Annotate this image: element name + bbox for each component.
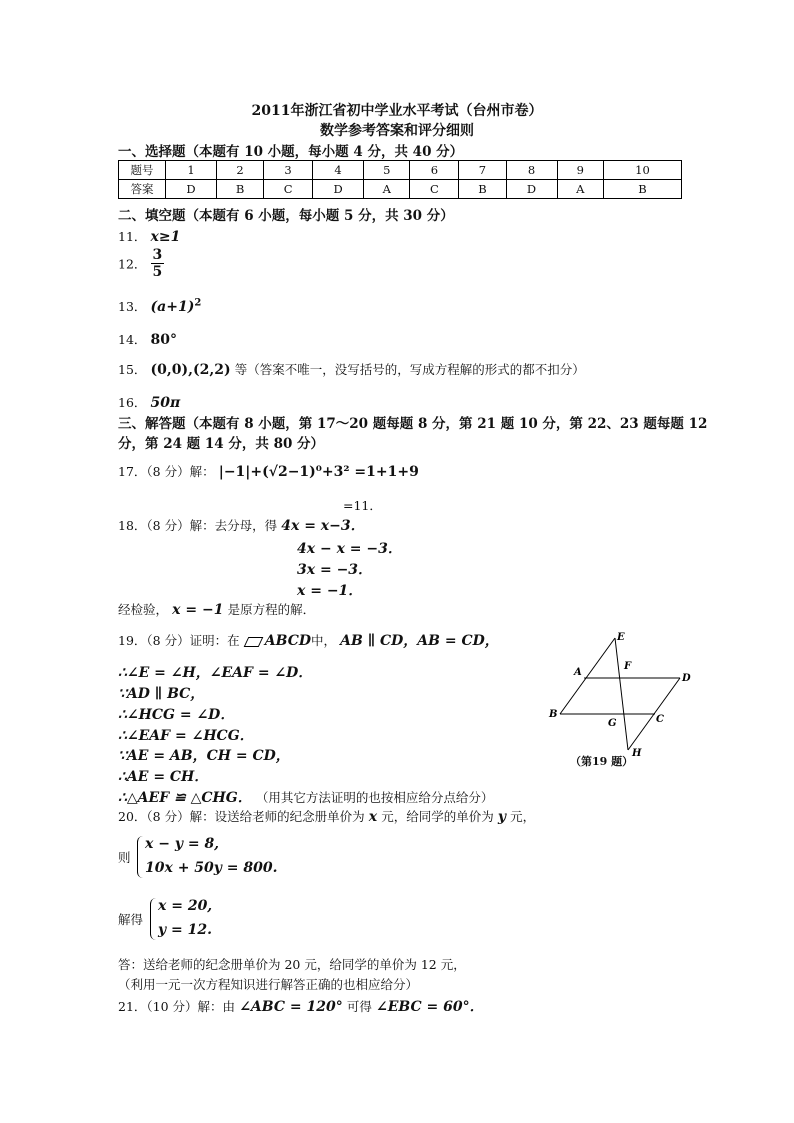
table-cell: 2 [217,161,264,180]
page-subtitle: 数学参考答案和评分细则 [320,123,474,139]
q20-end: 元， [510,809,536,824]
label-B: B [549,709,558,720]
page-title: 2011年浙江省初中学业水平考试（台州市卷） [251,103,543,119]
q20-sol1: x = 20, [158,898,213,914]
q20 [118,807,535,825]
q19-given: AB ∥ CD，AB = CD， [340,633,499,649]
q17-result: =11． [343,498,382,513]
table-cell: B [603,180,681,199]
q13-answer: (a+1) [150,299,195,315]
parallelogram-icon [243,637,263,647]
q19-line4: ∴∠EAF = ∠HCG． [118,728,254,744]
section-heading-choice: 一、选择题（本题有 10 小题，每小题 4 分，共 40 分） [118,144,464,160]
q17 [118,462,419,480]
q11 [118,227,180,245]
answer-table [118,160,682,199]
q19-line7-math: ∴△AEF ≌ △CHG． [118,790,252,806]
segment-BE [560,638,615,714]
q20-var-y: y [497,809,507,825]
q20-note: （利用一元一次方程知识进行解答正确的也相应给分） [118,977,419,992]
q19-line6: ∴AE = CH． [118,769,209,785]
solution-brace [150,898,156,940]
table-cell: B [217,180,264,199]
table-cell: 7 [459,161,506,180]
q19-line7 [118,787,493,807]
label-C: C [656,714,664,725]
system-brace [137,836,143,878]
q15-answer: (0,0),(2,2) [150,362,231,378]
q17-label: 17．（8 分）解： [118,464,215,479]
q20-mid: 元，给同学的单价为 [381,809,494,824]
table-cell: 10 [603,161,681,180]
q19-line7-note: （用其它方法证明的也按相应给分点给分） [255,790,494,805]
q18-check [118,600,315,618]
q16-answer: 50π [150,395,181,411]
q20-answer: 答：送给老师的纪念册单价为 20 元，给同学的单价为 12 元， [118,957,466,972]
q12 [118,247,164,280]
label-E: E [617,632,625,643]
q19 [118,630,499,650]
q19-line3: ∴∠HCG = ∠D． [118,707,235,723]
q18 [118,515,365,535]
q20-solve: 解得 [118,912,144,927]
q14-answer: 80° [150,332,178,348]
q20-eq1: x − y = 8, [145,836,220,852]
q19-middle: 中， [310,633,336,648]
q12-numerator: 3 [152,247,163,263]
q21 [118,996,484,1016]
q13-exponent: 2 [194,297,202,309]
table-cell: A [557,180,603,199]
table-cell: 9 [557,161,603,180]
q18-step4: x = −1． [297,583,363,599]
q15 [118,360,585,378]
q20-var-x: x [368,809,378,825]
q21-label: 21．（10 分）解：由 [118,999,236,1014]
label-D: D [682,673,691,684]
q13-num: 13． [118,299,147,314]
q21-result: ∠EBC = 60°． [376,999,484,1015]
table-cell: 3 [264,161,313,180]
table-row [119,161,682,180]
section-heading-fill: 二、填空题（本题有 6 小题，每小题 5 分，共 30 分） [118,208,454,224]
q18-check-a: 经检验， [118,602,169,617]
geometry-figure [540,628,700,773]
q20-then: 则 [118,850,131,865]
table-row [119,180,682,199]
q19-line1: ∴∠E = ∠H，∠EAF = ∠D． [118,665,313,681]
figure-caption: （第19 题） [570,755,634,768]
label-A: A [574,667,582,678]
q21-condition: ∠ABC = 120° [239,999,343,1015]
q12-denominator: 5 [152,264,163,280]
q20-label: 20．（8 分）解：设送给老师的纪念册单价为 [118,809,365,824]
q18-step1: 4x = x−3． [281,518,365,534]
table-cell: 6 [410,161,459,180]
table-cell: A [364,180,410,199]
table-cell: 8 [506,161,557,180]
q11-answer: x≥1 [150,229,181,245]
q19-line5: ∵AE = AB，CH = CD， [118,748,290,764]
table-cell: B [459,180,506,199]
q14 [118,330,177,348]
q18-step2: 4x − x = −3． [297,541,402,557]
q19-para-name: ABCD [264,633,311,649]
table-cell: 题号 [119,161,166,180]
q17-expression: |−1|+(√2−1)⁰+3² =1+1+9 [218,464,419,480]
section-heading-solve-1: 三、解答题（本题有 8 小题，第 17～20 题每题 8 分，第 21 题 10 分，第 22、23 题每题 12 [118,416,708,432]
q16-num: 16． [118,395,147,410]
segment-EH [615,638,628,750]
label-G: G [608,718,617,729]
q18-check-c: 是原方程的解． [227,602,316,617]
table-cell: 5 [364,161,410,180]
table-cell: D [166,180,217,199]
table-cell: 答案 [119,180,166,199]
table-cell: C [264,180,313,199]
table-cell: 4 [313,161,364,180]
table-cell: 1 [166,161,217,180]
q18-check-b: x = −1 [172,602,224,618]
q11-num: 11． [118,229,147,244]
q18-label: 18．（8 分）解：去分母，得 [118,518,278,533]
q13 [118,297,201,315]
q19-label: 19．（8 分）证明：在 [118,633,240,648]
q16 [118,393,180,411]
q12-fraction [151,247,165,280]
q20-sol2: y = 12. [158,922,212,938]
table-cell: D [313,180,364,199]
label-F: F [624,661,632,672]
q12-num: 12． [118,256,147,272]
label-H: H [632,748,642,759]
q21-mid: 可得 [346,999,372,1014]
q18-step3: 3x = −3． [297,562,373,578]
q20-eq2: 10x + 50y = 800. [145,860,278,876]
section-heading-solve-2: 分，第 24 题 14 分，共 80 分） [118,436,325,452]
q15-note: 等（答案不唯一，没写括号的，写成方程解的形式的都不扣分） [234,362,585,377]
table-cell: D [506,180,557,199]
table-cell: C [410,180,459,199]
q14-num: 14． [118,332,147,347]
q15-num: 15． [118,362,147,377]
q19-line2: ∵AD ∥ BC， [118,686,205,702]
